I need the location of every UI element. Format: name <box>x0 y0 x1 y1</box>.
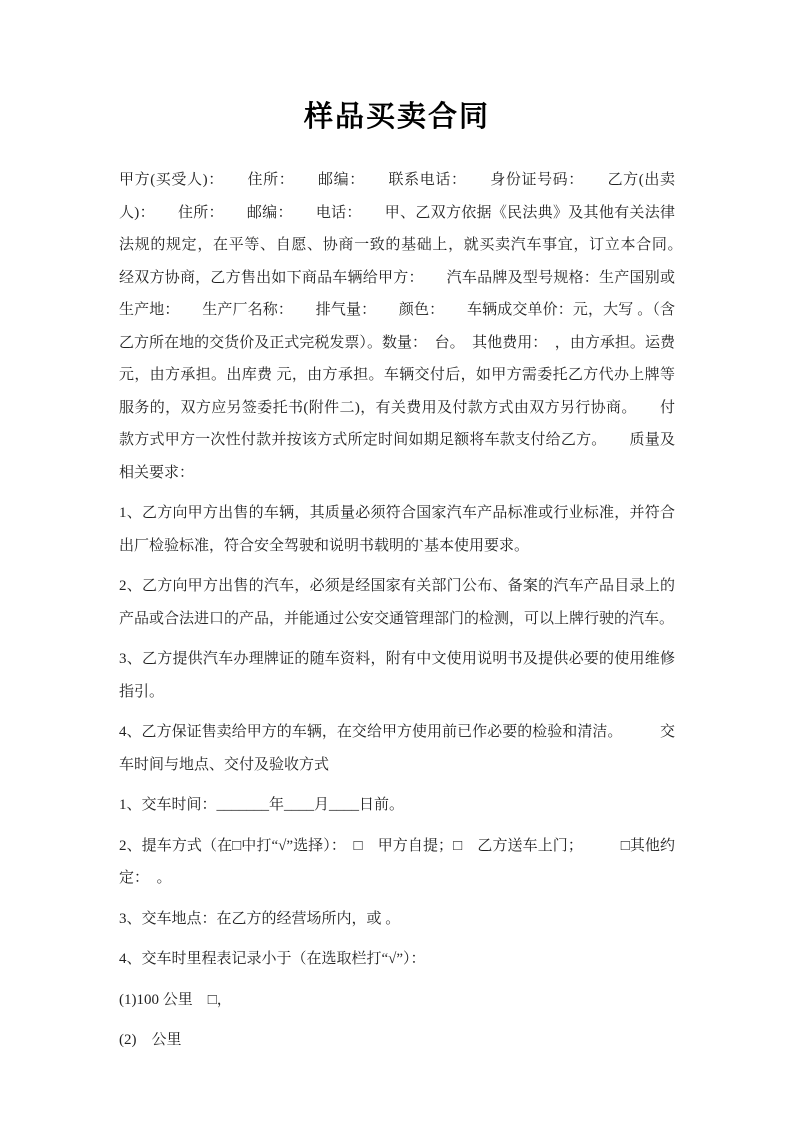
delivery-clause-pickup-method: 2、提车方式（在□中打“√”选择）： □ 甲方自提；□ 乙方送车上门； □其他约定： 。 <box>119 837 675 886</box>
delivery-clause-location: 3、交车地点：在乙方的经营场所内，或 。 <box>119 910 401 927</box>
quality-clause-3: 3、乙方提供汽车办理牌证的随车资料，附有中文使用说明书及提供必要的使用维修指引。 <box>119 651 675 700</box>
mileage-option-2: (2) 公里 <box>119 1032 182 1048</box>
delivery-clause-mileage: 4、交车时里程表记录小于（在选取栏打“√”）： <box>119 951 426 967</box>
mileage-option-1: (1)100 公里 □， <box>119 991 232 1008</box>
quality-clause-2: 2、乙方向甲方出售的汽车，必须是经国家有关部门公布、备案的汽车产品目录上的产品或合法进口的产品，并能通过公安交通管理部门的检测，可以上牌行驶的汽车。 <box>119 578 675 627</box>
document-body <box>119 164 706 1057</box>
quality-clause-4: 4、乙方保证售卖给甲方的车辆，在交给甲方使用前已作必要的检验和清洁。 交车时间与地点、交付及验收方式 <box>119 724 675 773</box>
delivery-clause-time: 1、交车时间：_______年____月____日前。 <box>119 797 405 813</box>
document-title: 样品买卖合同 <box>303 101 490 133</box>
quality-clause-1: 1、乙方向甲方出售的车辆，其质量必须符合国家汽车产品标准或行业标准，并符合出厂检验标准，符合安全驾驶和说明书载明的`基本使用要求。 <box>119 505 675 554</box>
contract-intro-paragraph: 甲方(买受人)： 住所： 邮编： 联系电话： 身份证号码： 乙方(出卖人)： 住所： 邮编： 电话： 甲、乙双方依据《民法典》及其他有关法律法规的规定，在平等、自愿、协商一致的基础上，就买卖汽车事宜，订立本合同。 经双方协商，乙方售出如下商品车辆给甲方： 汽车品牌及型号规格：生产国别或生产地： 生产厂名称： 排气量： 颜色： 车辆成交单价：元，大写 。（含乙方所在地的交货价及正式完税发票）。数量： 台。 其他费用： ，由方承担。运费 元，由方承担。出库费 元，由方承担。车辆交付后，如甲方需委托乙方代办上牌等服务的，双方应另签委托书(附件二)，有关费用及付款方式由双方另行协商。 付款方式甲方一次性付款并按该方式所定时间如期足额将车款支付给乙方。 质量及相关要求： <box>119 172 706 481</box>
